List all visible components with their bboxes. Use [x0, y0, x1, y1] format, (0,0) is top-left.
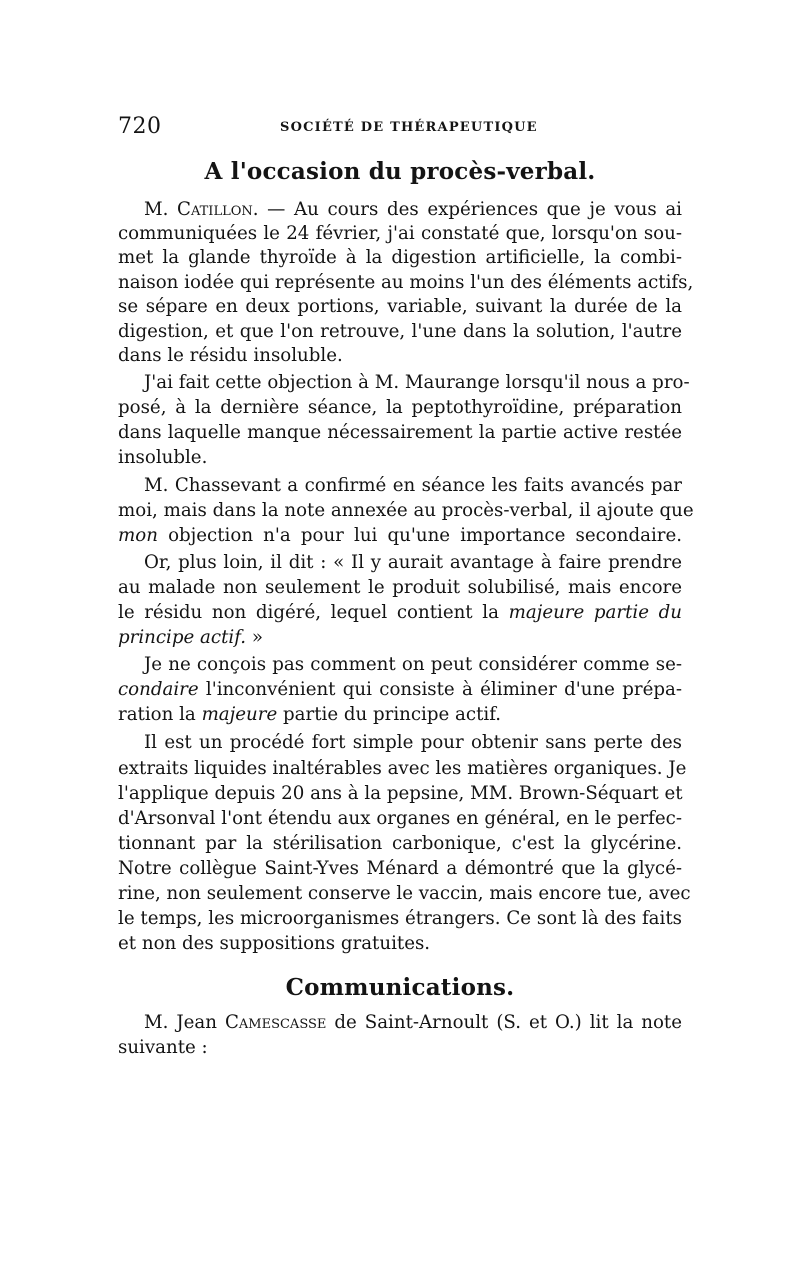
text-line: d'Arsonval l'ont étendu aux organes en général, en le perfec- — [118, 808, 682, 829]
text-line: ration la majeure partie du principe actif. — [118, 704, 502, 725]
section-heading: A l'occasion du procès-verbal. — [204, 158, 596, 185]
text-line: insoluble. — [118, 447, 208, 468]
speaker-name: Camescasse — [224, 1012, 327, 1033]
running-title: SOCIÉTÉ DE THÉRAPEUTIQUE — [280, 120, 538, 135]
text-line: Je ne conçois pas comment on peut considérer comme se- — [144, 654, 682, 675]
speaker-name: Catillon — [177, 199, 253, 220]
text-line: suivante : — [118, 1037, 208, 1058]
text-line: au malade non seulement le produit solubilisé, mais encore — [118, 577, 682, 598]
text-line: et non des suppositions gratuites. — [118, 933, 431, 954]
text-line: tionnant par la stérilisation carbonique, c'est la glycérine. — [118, 833, 682, 854]
text-line: moi, mais dans la note annexée au procès-verbal, il ajoute que — [118, 500, 694, 521]
running-header — [118, 114, 682, 140]
text-line: se sépare en deux portions, variable, suivant la durée de la — [118, 296, 682, 317]
text-line: Il est un procédé fort simple pour obtenir sans perte des — [144, 732, 682, 753]
text-line: condaire l'inconvénient qui consiste à éliminer d'une prépa- — [118, 679, 682, 700]
text-line: extraits liquides inaltérables avec les matières organiques. Je — [118, 758, 687, 779]
text-line: mon objection n'a pour lui qu'une importance secondaire. — [118, 525, 682, 546]
text-line: M. Jean Camescasse de Saint-Arnoult (S. et O.) lit la note — [144, 1012, 683, 1033]
section-heading: Communications. — [285, 974, 515, 1001]
text-line: rine, non seulement conserve le vaccin, mais encore tue, avec — [118, 883, 691, 904]
text-line: M. Catillon. — Au cours des expériences que je vous ai — [144, 199, 683, 220]
text-line: met la glande thyroïde à la digestion artificielle, la combi- — [118, 247, 682, 268]
text-line: posé, à la dernière séance, la peptothyroïdine, préparation — [118, 397, 682, 418]
text-line: dans laquelle manque nécessairement la partie active restée — [118, 422, 682, 443]
text-line: l'applique depuis 20 ans à la pepsine, MM. Brown-Séquart et — [118, 783, 683, 804]
text-line: communiquées le 24 février, j'ai constaté que, lorsqu'on sou- — [118, 223, 682, 244]
text-line: le temps, les microorganismes étrangers. Ce sont là des faits — [118, 908, 682, 929]
text-line: Or, plus loin, il dit : « Il y aurait avantage à faire prendre — [144, 552, 682, 573]
text-line: le résidu non digéré, lequel contient la majeure partie du — [118, 602, 683, 623]
text-line: dans le résidu insoluble. — [118, 345, 343, 366]
text-line: Notre collègue Saint-Yves Ménard a démontré que la glycé- — [118, 858, 682, 879]
text-line: naison iodée qui représente au moins l'un des éléments actifs, — [118, 272, 694, 293]
text-line: principe actif. » — [118, 627, 263, 648]
text-line: digestion, et que l'on retrouve, l'une dans la solution, l'autre — [118, 321, 682, 342]
page-number: 720 — [118, 114, 162, 139]
text-line: J'ai fait cette objection à M. Maurange lorsqu'il nous a pro- — [144, 372, 690, 393]
text-line: M. Chassevant a confirmé en séance les faits avancés par — [144, 475, 682, 496]
